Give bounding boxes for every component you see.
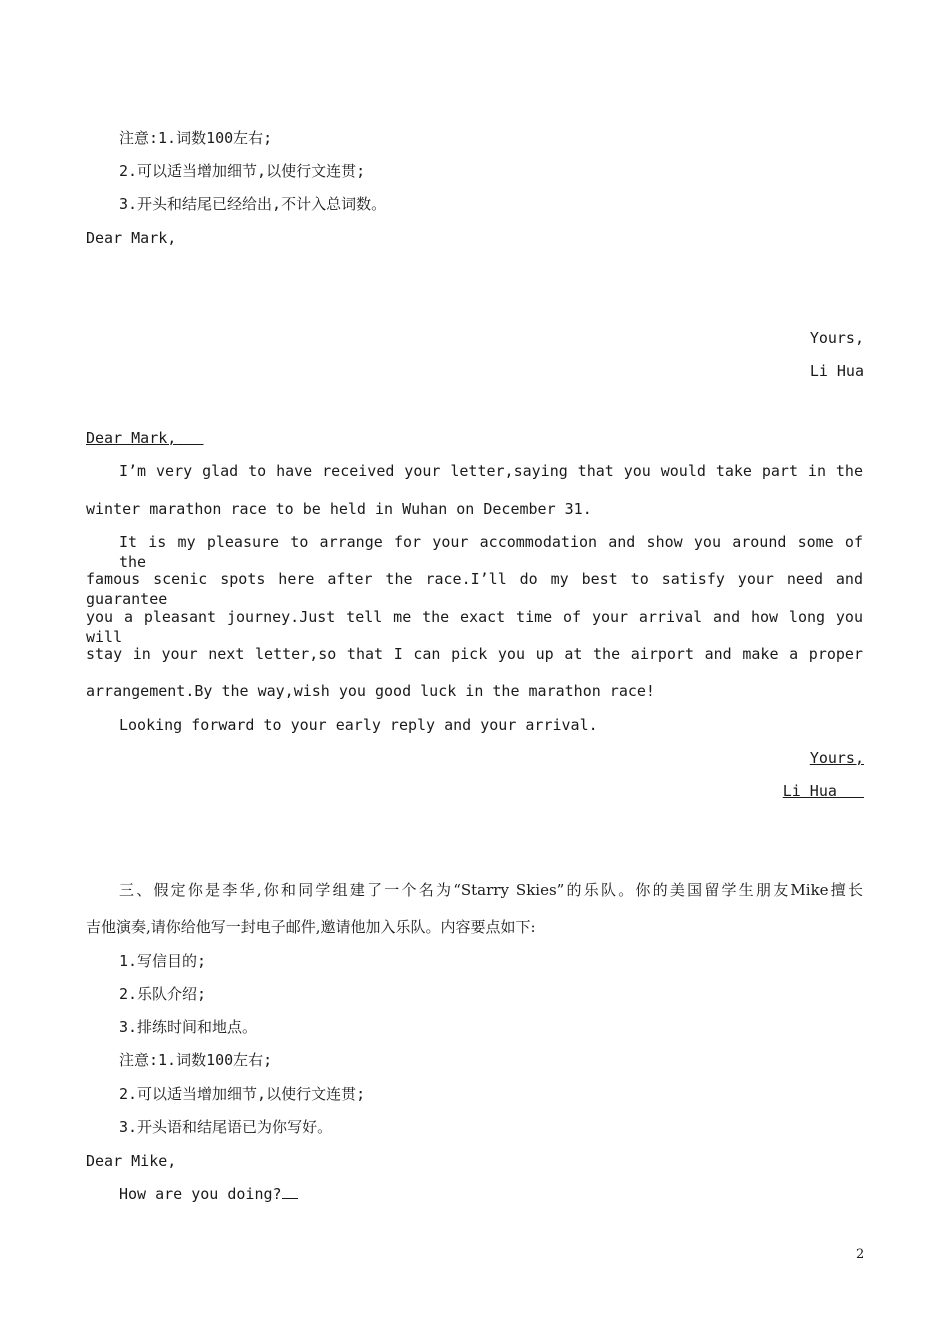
note-line: 注意:1.词数100左右; bbox=[119, 1051, 273, 1069]
letter-opening: How are you doing? bbox=[119, 1184, 298, 1204]
answer-paragraph-line: winter marathon race to be held in Wuhan on December 31. bbox=[86, 500, 592, 518]
note-line: 3.开头和结尾已经给出,不计入总词数。 bbox=[119, 195, 387, 213]
answer-paragraph-line: arrangement.By the way,wish you good luck in the marathon race! bbox=[86, 682, 655, 700]
answer-blank[interactable] bbox=[282, 1184, 298, 1199]
letter-salutation: Dear Mike, bbox=[86, 1152, 177, 1170]
answer-paragraph-line: you a pleasant journey.Just tell me the exact time of your arrival and how long you will bbox=[86, 608, 863, 646]
note-line: 注意:1.词数100左右; bbox=[119, 129, 273, 147]
section3-prompt-line: 三、假定你是李华,你和同学组建了一个名为“Starry Skies”的乐队。你的美国留学生朋友Mike擅长 bbox=[119, 881, 863, 899]
answer-paragraph-line: It is my pleasure to arrange for your accommodation and show you around some of the bbox=[119, 533, 863, 571]
answer-signature: Li Hua bbox=[782, 782, 837, 800]
answer-salutation: Dear Mark, bbox=[86, 429, 177, 447]
section3-point: 1.写信目的; bbox=[119, 952, 207, 970]
answer-paragraph-line: I’m very glad to have received your letter,saying that you would take part in the bbox=[119, 462, 863, 480]
answer-paragraph-line: famous scenic spots here after the race.I’ll do my best to satisfy your need and guarantee bbox=[86, 570, 863, 608]
letter-salutation: Dear Mark, bbox=[86, 229, 177, 247]
note-line: 2.可以适当增加细节,以使行文连贯; bbox=[119, 1085, 366, 1103]
answer-closing: Yours, bbox=[809, 749, 864, 767]
section3-point: 3.排练时间和地点。 bbox=[119, 1018, 258, 1036]
note-line: 2.可以适当增加细节,以使行文连贯; bbox=[119, 162, 366, 180]
letter-closing: Yours, bbox=[809, 329, 864, 347]
section3-point: 2.乐队介绍; bbox=[119, 985, 207, 1003]
section3-prompt-line: 吉他演奏,请你给他写一封电子邮件,邀请他加入乐队。内容要点如下: bbox=[86, 918, 536, 936]
answer-paragraph-line: stay in your next letter,so that I can pick you up at the airport and make a proper bbox=[86, 645, 863, 663]
page-number: 2 bbox=[856, 1247, 865, 1262]
note-line: 3.开头语和结尾语已为你写好。 bbox=[119, 1118, 333, 1136]
letter-signature: Li Hua bbox=[809, 362, 864, 380]
answer-paragraph-line: Looking forward to your early reply and your arrival. bbox=[119, 716, 598, 734]
